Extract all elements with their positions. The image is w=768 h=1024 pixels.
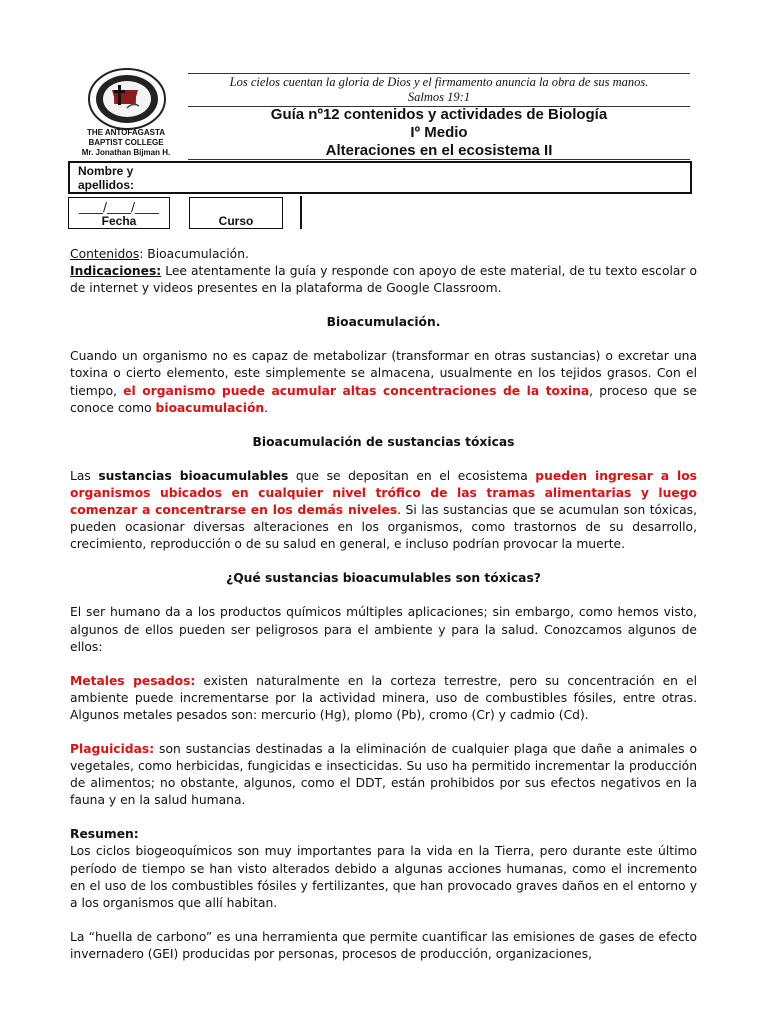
instructions-label: Indicaciones: (70, 264, 162, 279)
instructions-paragraph (70, 263, 697, 297)
instructions-text: Lee atentamente la guía y responde con apoyo de este material, de tu texto escolar o de internet y videos presentes en la plataforma de Google Classroom. (70, 264, 697, 296)
school-line: THE ANTOFAGASTA (86, 128, 166, 137)
motto-reference: Salmos 19:1 (407, 90, 471, 104)
divider (188, 73, 690, 74)
title-block (188, 106, 690, 160)
paragraph: Las sustancias bioacumulables que se depositan en el ecosistema pueden ingresar a los organismos ubicados en cualquier nivel trófico de las tramas alimentarias y luego comenzar a concentrarse en los demás niveles. Si las sustancias que se acumulan son tóxicas, pueden ocasionar diversas alteraciones en los organismos, como trastornos de su desarrollo, crecimiento, reproducción o de su salud en general, e incluso podrían provocar la muerte. (70, 468, 698, 552)
name-label: Nombre y apellidos: (78, 164, 135, 192)
date-label: Fecha (101, 214, 137, 228)
school-name (62, 128, 190, 158)
course-label: Curso (218, 214, 254, 228)
school-line: BAPTIST COLLEGE (88, 138, 164, 147)
paragraph: Los ciclos biogeoquímicos son muy importantes para la vida en la Tierra, pero durante este último período de tiempo se han visto alterados debido a algunas acciones humanas, como el incremento en el uso de los combustibles fósiles y fertilizantes, que han provocado graves daños en el entorno y a los organismos que allí habitan. (70, 844, 697, 910)
guide-title: Guía nº12 contenidos y actividades de Biología (270, 106, 608, 123)
paragraph: Plaguicidas: son sustancias destinadas a la eliminación de cualquier plaga que dañe a animales o vegetales, como herbicidas, fungicidas e insecticidas. Su uso ha permitido incrementar la producción de alimentos; no obstante, algunos, como el DDT, están prohibidos por sus efectos negativos en la fauna y en la salud humana. (70, 741, 697, 808)
paragraph: El ser humano da a los productos químicos múltiples aplicaciones; sin embargo, como hemos visto, algunos de ellos pueden ser peligrosos para el ambiente y para la salud. Conozcamos algunos de ellos: (70, 605, 697, 654)
section-heading: Bioacumulación de sustancias tóxicas (252, 434, 515, 449)
contents-line (70, 246, 697, 263)
contents-label: Contenidos (70, 247, 140, 261)
motto-text: Los cielos cuentan la gloria de Dios y el firmamento anuncia la obra de sus manos. (229, 75, 649, 89)
divider (188, 159, 690, 160)
section-heading: Bioacumulación. (326, 315, 441, 330)
name-field[interactable] (68, 161, 692, 194)
section-heading: ¿Qué sustancias bioacumulables son tóxicas? (226, 571, 541, 586)
paragraph: La “huella de carbono” es una herramienta que permite cuantificar las emisiones de gases de efecto invernadero (GEI) producidas por personas, procesos de producción, organizaciones, (70, 929, 697, 961)
divider (300, 196, 302, 229)
paragraph: Metales pesados: existen naturalmente en la corteza terrestre, pero su concentración en el ambiente puede incrementarse por la actividad minera, uso de combustibles fósiles, entre otras. Algunos metales pesados son: mercurio (Hg), plomo (Pb), cromo (Cr) y cadmio (Cd). (70, 673, 698, 722)
date-field[interactable] (68, 197, 170, 229)
teacher-name: Mr. Jonathan Bijman H. (81, 148, 171, 157)
course-field[interactable] (189, 197, 283, 229)
date-blank: ____/____/____ (78, 200, 160, 214)
grade-level: Iº Medio (410, 124, 468, 141)
motto (188, 75, 690, 105)
school-logo (87, 68, 167, 130)
summary-label: Resumen: (70, 827, 139, 842)
unit-title: Alteraciones en el ecosistema II (325, 142, 553, 159)
paragraph: Cuando un organismo no es capaz de metabolizar (transformar en otras sustancias) o excretar una toxina o cierto elemento, este simplemente se almacena, usualmente en los tejidos grasos. Con el tiempo, el organismo puede acumular altas concentraciones de la toxina, proceso que se conoce como bioacumulación. (70, 349, 697, 415)
document-body (70, 246, 697, 963)
contents-text: : Bioacumulación. (139, 247, 249, 261)
